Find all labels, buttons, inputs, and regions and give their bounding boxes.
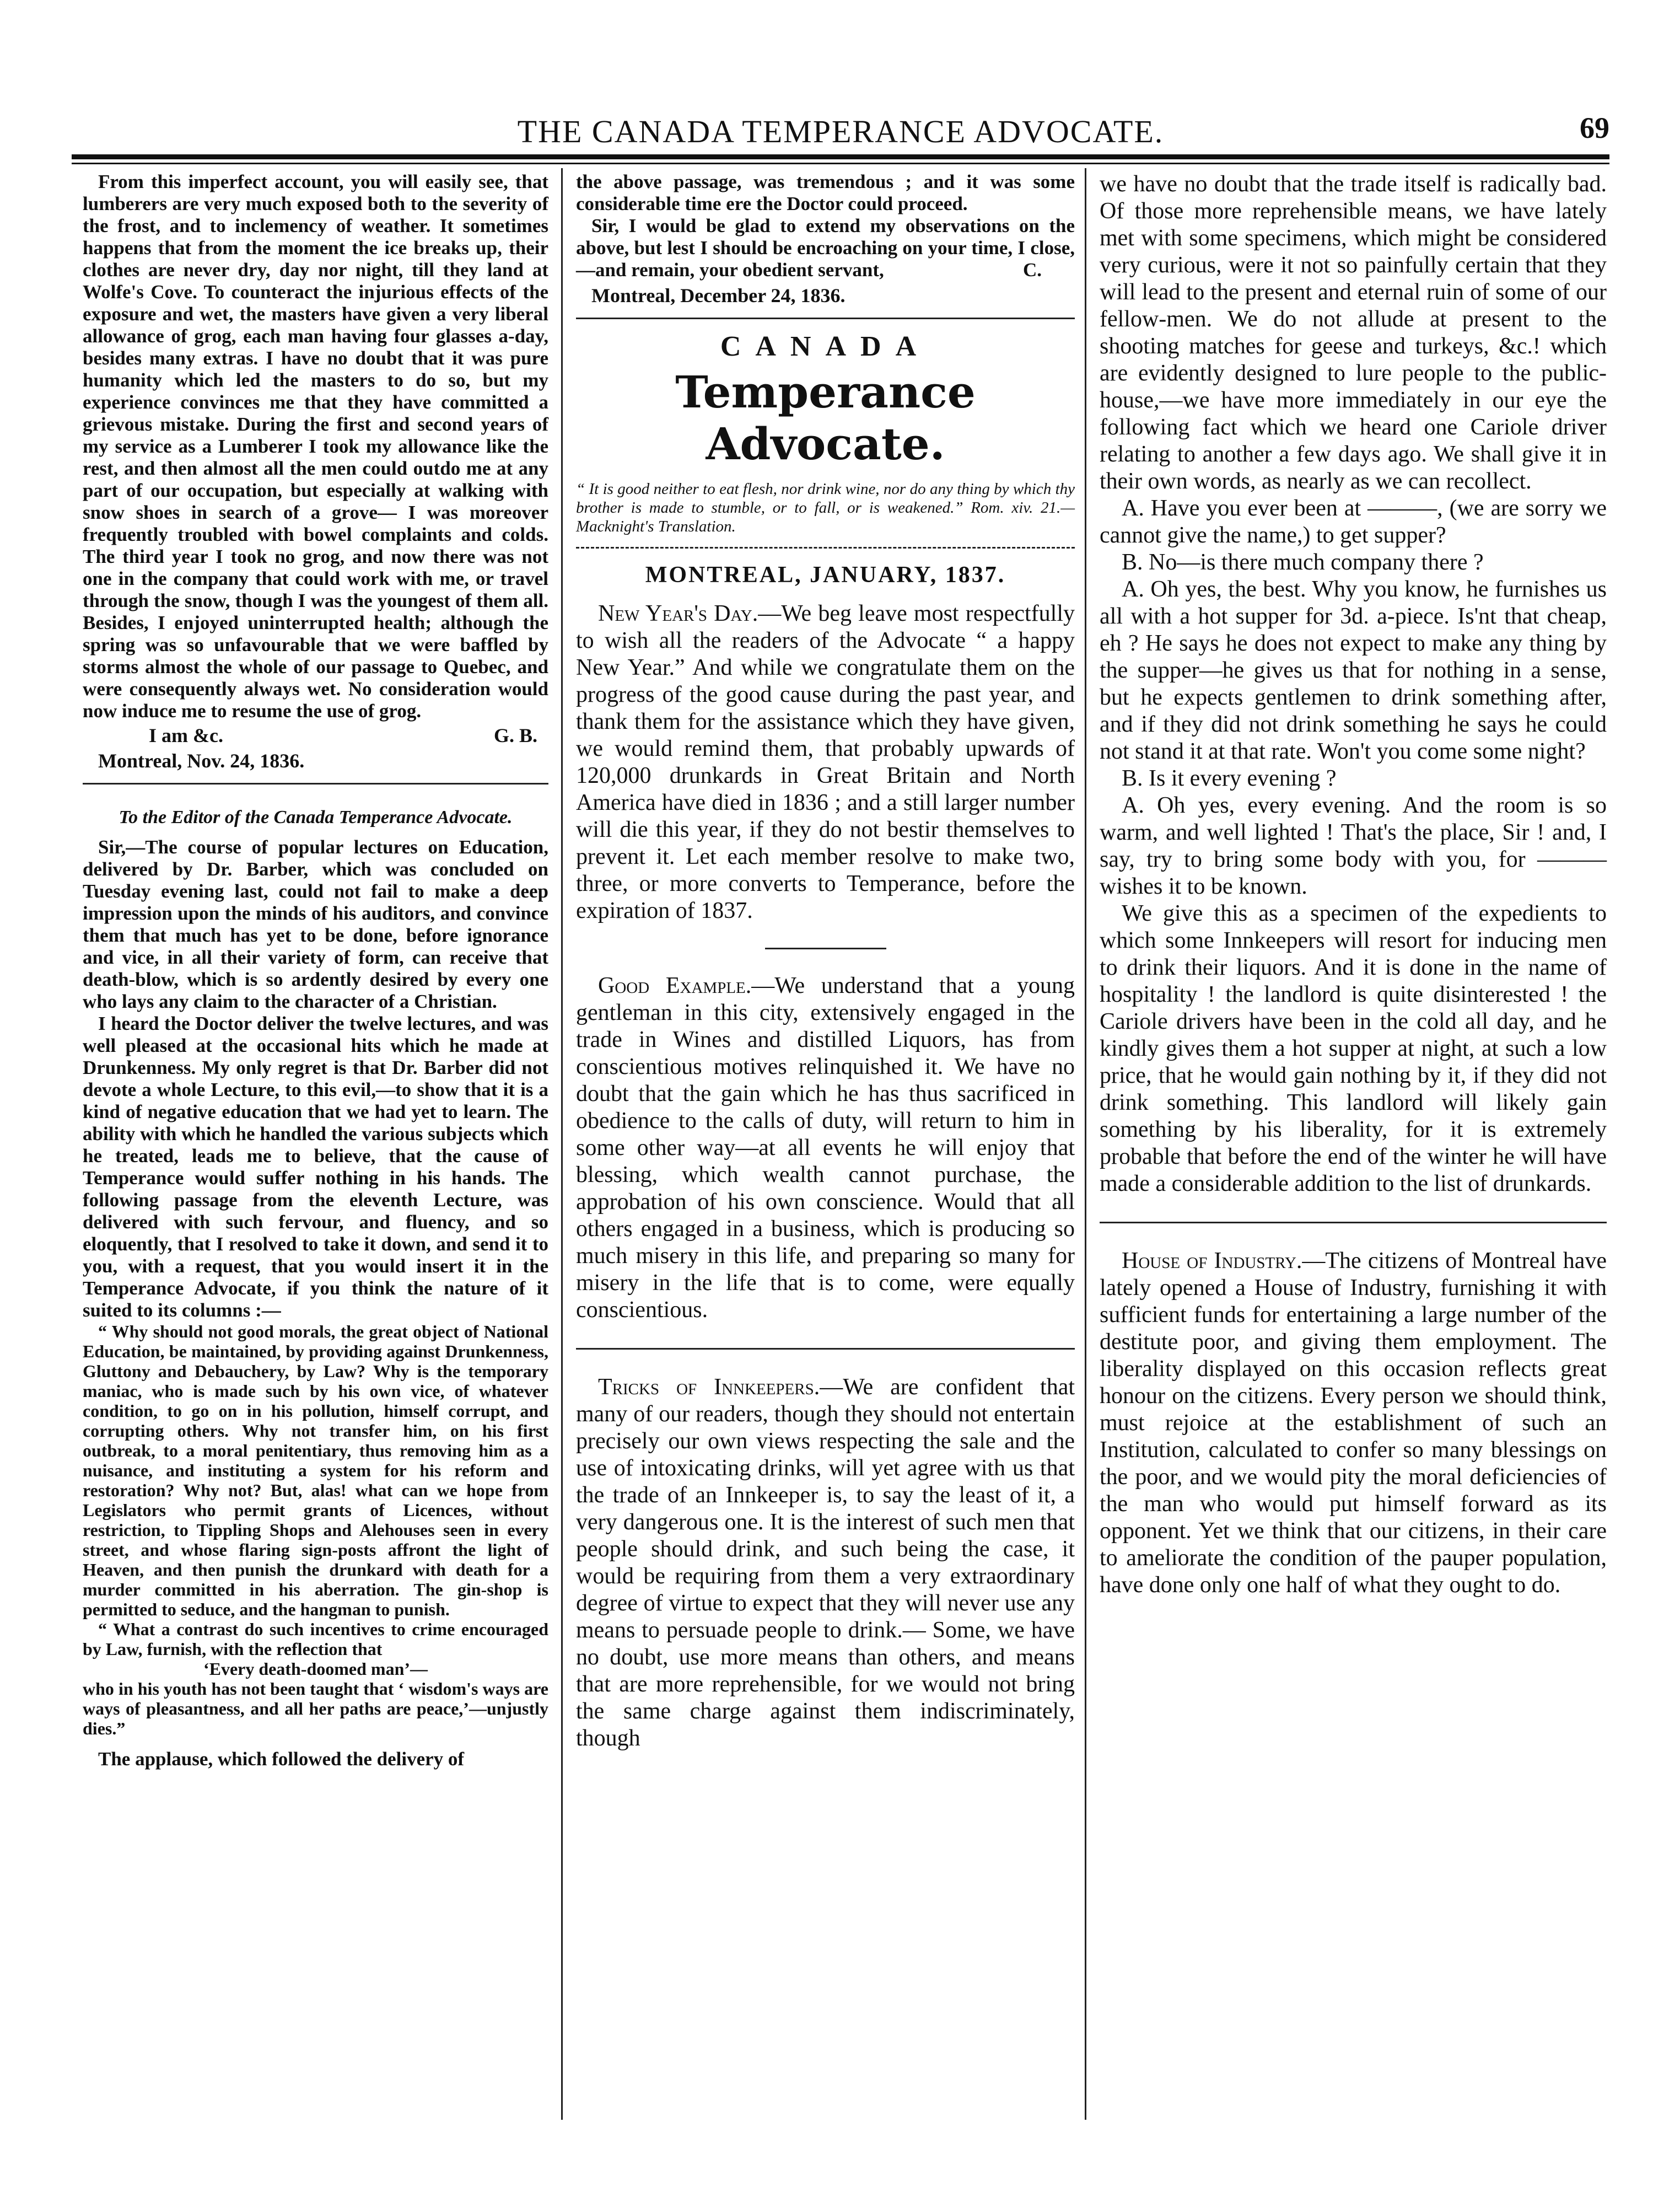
- article-heading: New Year's Day.: [598, 601, 758, 626]
- signoff-closing: I am &c.: [149, 724, 223, 746]
- masthead-canada: CANADA: [720, 331, 931, 362]
- article-new-years-day: [576, 600, 1075, 925]
- column-2: [576, 171, 1075, 1752]
- article-heading: Good Example.: [598, 973, 752, 998]
- section-rule: [576, 318, 1075, 319]
- masthead-motto: “ It is good neither to eat flesh, nor drink wine, nor do any thing by which thy brother is made to stumble, or to fall, or is weakened.” Rom. xiv. 21.—Macknight's Translation.: [576, 480, 1075, 535]
- lecture-quote: “ What a contrast do such incentives to crime encouraged by Law, furnish, with the reflection that: [83, 1619, 548, 1659]
- article-body: —We understand that a young gentleman in this city, extensively engaged in the trade in Wines and distilled Liquors, has from conscientious motives relinquished it. We have no doubt that the gain which he has thus sacrificed in obedience to the calls of duty, will return to him in some other way—at all events he will enjoy that blessing, which wealth cannot purchase, the approbation of his own conscience. Would that all others engaged in a business, which is producing so much misery in this life, and preparing so many for misery in the life that is to come, were equally conscientious.: [576, 973, 1075, 1323]
- lecture-quote: “ Why should not good morals, the great object of National Education, be maintained, by providing against Drunkenness, Gluttony and Debauchery, by Law? Why is the temporary maniac, who is made such by his own vice, of whatever condition, to go on in his pollution, himself corrupt, and corrupting others. Why not transfer him, on his first outbreak, to a moral penitentiary, thus removing him as a nuisance, and instituting a system for his reform and restoration? Why not? But, alas! what can we hope from Legislators who permit grants of Licences, without restriction, to Tippling Shops and Alehouses seen in every street, and whose flaring sign-posts affront the light of Heaven, and then punish the drunkard with death for a murder committed in his aberration. The gin-shop is permitted to seduce, and the hangman to punish.: [83, 1321, 548, 1619]
- letter-date: Montreal, Nov. 24, 1836.: [98, 750, 305, 772]
- dialogue-line: A. Oh yes, every evening. And the room is so warm, and well lighted ! That's the place, Sir ! and, I say, try to bring some body with you, for ——— wishes it to be known.: [1100, 793, 1607, 899]
- innkeepers-commentary: We give this as a specimen of the expedients to which some Innkeepers will resort for inducing men to drink their liquors. And it is done in the name of hospitality ! the landlord is quite disinterested ! the Cariole drivers have been in the cold all day, and he kindly gives them a hot supper at night, at such a low price, that he would gain nothing by it, if they did not drink something. This landlord will likely gain something by his liberality, for it is extremely probable that before the end of the winter he will have made a considerable addition to the list of drunkards.: [1100, 901, 1607, 1196]
- dialogue-line: A. Have you ever been at ———, (we are sorry we cannot give the name,) to get supper?: [1100, 496, 1607, 548]
- lecture-letter-para: Sir,—The course of popular lectures on Education, delivered by Dr. Barber, which was concluded on Tuesday evening last, could not fail to make a deep impression upon the minds of his auditors, and convince them that much has yet to be done, before ignorance and vice, in all their variety of form, can receive that death-blow, which is so ardently desired by every one who lays any claim to the character of a Christian.: [83, 836, 548, 1012]
- masthead-title: Temperance Advocate.: [675, 366, 976, 470]
- article-tricks-of-innkeepers: [576, 1374, 1075, 1752]
- lecture-quote: who in his youth has not been taught that ‘ wisdom's ways are ways of pleasantness, and all her paths are peace,’—unjustly dies.”: [83, 1679, 548, 1738]
- article-heading: Tricks of Innkeepers.: [598, 1374, 820, 1400]
- article-body: —We are confident that many of our readers, though they should not entertain precisely our own views respecting the sale and the use of intoxicating drinks, will yet agree with us that the trade of an Innkeeper is, to say the least of it, a very dangerous one. It is the interest of such men that people should drink, and such being the case, it would be requiring from them a very extraordinary degree of virtue to expect that they will never use any means to persuade people to drink.— Some, we have no doubt, use more means than others, and means that are more reprehensible, for we would not bring the same charge against them indiscriminately, though: [576, 1374, 1075, 1751]
- page-header: [72, 113, 1609, 152]
- letter-closing-para: Sir, I would be glad to extend my observations on the above, but lest I should be encroaching on your time, I close,—and remain, your obedient servant,: [576, 215, 1075, 281]
- running-title: THE CANADA TEMPERANCE ADVOCATE.: [517, 114, 1164, 149]
- column-1: [83, 171, 548, 1770]
- dashed-rule: [576, 547, 1075, 549]
- section-rule: [83, 783, 548, 785]
- innkeepers-continuation: we have no doubt that the trade itself is radically bad. Of those more reprehensible means, we have lately met with some specimens, which might be considered very curious, were it not so painfully certain that they will lead to the present and eternal ruin of some of our fellow-men. We do not allude at present to the shooting matches for geese and turkeys, &c.! which are evidently designed to lure people to the public-house,—we have more immediately in our eye the following fact which we heard one Cariole driver relating to another a few days ago. We shall give it in their own words, as nearly as we can recollect.: [1100, 171, 1607, 494]
- section-rule: [1100, 1222, 1607, 1223]
- lecture-letter-para: I heard the Doctor deliver the twelve lectures, and was well pleased at the occasional hits which he made at Drunkenness. My only regret is that Dr. Barber did not devote a whole Lecture, to this evil,—to show that it is a kind of negative education that we had yet to learn. The ability with which he handled the various subjects which he treated, leads me to believe, that the cause of Temperance would suffer nothing in his hands. The following passage from the eleventh Lecture, was delivered with such fervour, and fluency, and so eloquently, that I resolved to take it down, and send it to you, with a request, that you would insert it in the Temperance Advocate, if you think the nature of it suited to its columns :—: [83, 1013, 548, 1321]
- article-good-example: [576, 973, 1075, 1324]
- issue-dateline: MONTREAL, JANUARY, 1837.: [645, 562, 1006, 588]
- article-body: —The citizens of Montreal have lately opened a House of Industry, furnishing it with sufficient funds for entertaining a large number of the destitute poor, and giving them employment. The liberality displayed on this occasion reflects great honour on the citizens. Every person we should think, must rejoice at the establishment of such an Institution, calculated to confer so many blessings on the poor, and we would pity the moral deficiencies of the man who would put himself forward as its opponent. Yet we think that our citizens, in their care to ameliorate the condition of the pauper population, have done only one half of what they ought to do.: [1100, 1248, 1607, 1598]
- lumberer-letter-body: From this imperfect account, you will easily see, that lumberers are very much exposed both to the severity of the frost, and to inclemency of weather. It sometimes happens that from the moment the ice breaks up, their clothes are never dry, day nor night, till they land at Wolfe's Cove. To counteract the injurious effects of the exposure and wet, the masters have given a very liberal allowance of grog, each man having four glasses a-day, besides many extras. I have no doubt that it was pure humanity which led the masters to do so, but my experience convinces me that they have committed a grievous mistake. During the first and second years of my service as a Lumberer I took my allowance like the rest, and then almost all the men could outdo me at any part of our occupation, but especially at walking with snow shoes in search of a grove— I was moreover frequently troubled with bowel complaints and colds. The third year I took no grog, and now there was not one in the company that could work with me, or travel through the snow, though I was the youngest of them all. Besides, I enjoyed uninterrupted health; although the spring was so unfavourable that we were baffled by storms almost the whole of our passage to Quebec, and were consequently always wet. No consideration would now induce me to resume the use of grog.: [83, 171, 548, 722]
- letter-signoff: [83, 724, 548, 746]
- column-divider: [561, 168, 563, 2120]
- article-house-of-industry: [1100, 1248, 1607, 1599]
- letter-date: Montreal, December 24, 1836.: [591, 284, 846, 307]
- dialogue-line: B. Is it every evening ?: [1122, 766, 1337, 791]
- section-rule: [765, 948, 886, 949]
- page-number: 69: [1580, 111, 1609, 144]
- column-3: [1100, 171, 1607, 1599]
- letter-heading: To the Editor of the Canada Temperance Advocate.: [119, 807, 513, 828]
- letter-continuation: the above passage, was tremendous ; and it was some considerable time ere the Doctor could proceed.: [576, 171, 1075, 214]
- lecture-quote-verse: ‘Every death-doomed man’—: [203, 1659, 428, 1679]
- dialogue-line: A. Oh yes, the best. Why you know, he furnishes us all with a hot supper for 3d. a-piece. Is'nt that cheap, eh ? He says he does not expect to make any thing by the supper—he gives us that for nothing in a sense, but he expects gentlemen to drink something after, and if they did not drink something he says he could not stand it at that rate. Won't you come some night?: [1100, 577, 1607, 764]
- letter-signature: C.: [1022, 259, 1042, 281]
- article-heading: House of Industry.: [1122, 1248, 1302, 1274]
- signoff-initials: G. B.: [493, 724, 537, 746]
- article-body: —We beg leave most respectfully to wish all the readers of the Advocate “ a happy New Year.” And while we congratulate them on the progress of the good cause during the past year, and thank them for the assistance which they have given, we would remind them, that probably upwards of 120,000 drunkards in Great Britain and North America have died in 1836 ; and a still larger number will die this year, if they do not bestir themselves to prevent it. Let each member resolve to make two, three, or more converts to Temperance, before the expiration of 1837.: [576, 601, 1075, 923]
- column-divider: [1085, 168, 1086, 2120]
- lecture-letter-para: The applause, which followed the delivery of: [98, 1748, 465, 1770]
- header-rule-thin: [72, 163, 1609, 164]
- dialogue-line: B. No—is there much company there ?: [1122, 550, 1484, 575]
- section-rule: [576, 1348, 1075, 1350]
- header-rule: [72, 154, 1609, 159]
